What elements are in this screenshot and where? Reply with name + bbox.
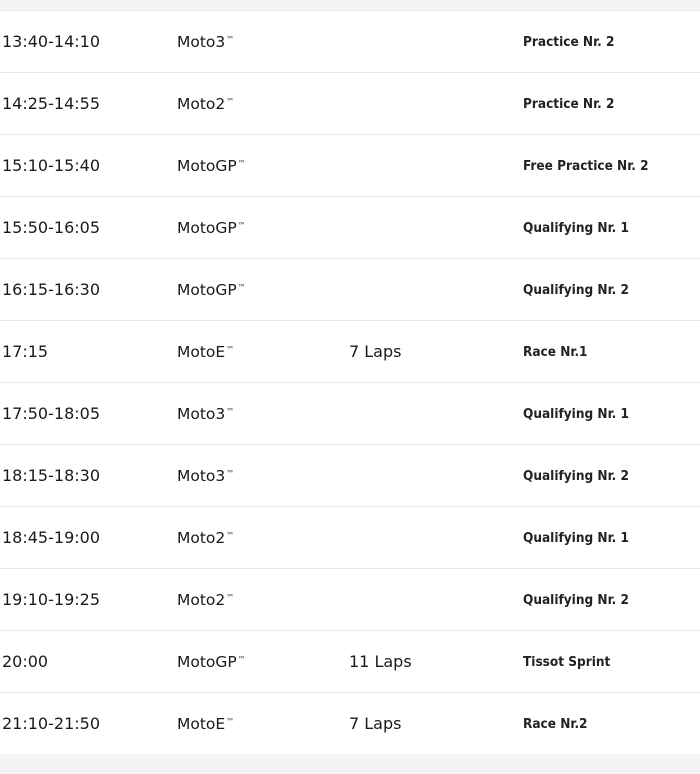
row-class: MotoGP ™ (177, 652, 246, 671)
trademark-mark: ™ (226, 717, 235, 726)
trademark-mark: ™ (226, 35, 235, 44)
row-time: 18:15-18:30 (2, 466, 100, 485)
row-session: Practice Nr. 2 (523, 95, 615, 112)
table-row (0, 445, 700, 507)
table-row (0, 507, 700, 569)
table-row (0, 383, 700, 445)
table-row (0, 259, 700, 321)
row-class: MotoE ™ (177, 714, 235, 733)
table-row (0, 569, 700, 631)
table-row (0, 197, 700, 259)
trademark-mark: ™ (226, 97, 235, 106)
row-class: Moto2 ™ (177, 528, 235, 547)
row-class: Moto2 ™ (177, 94, 235, 113)
trademark-mark: ™ (226, 593, 235, 602)
trademark-mark: ™ (226, 407, 235, 416)
row-class: Moto2 ™ (177, 590, 235, 609)
row-class: MotoE ™ (177, 342, 235, 361)
row-class: Moto3 ™ (177, 404, 235, 423)
row-session: Tissot Sprint (523, 653, 611, 670)
row-time: 19:10-19:25 (2, 590, 100, 609)
row-class: MotoGP ™ (177, 156, 246, 175)
row-session: Free Practice Nr. 2 (523, 157, 649, 174)
schedule-table (0, 10, 700, 754)
table-row (0, 11, 700, 73)
row-session: Practice Nr. 2 (523, 33, 615, 50)
row-time: 17:50-18:05 (2, 404, 100, 423)
row-session: Qualifying Nr. 2 (523, 467, 629, 484)
row-class: MotoGP ™ (177, 280, 246, 299)
row-laps: 11 Laps (349, 652, 412, 671)
row-time: 14:25-14:55 (2, 94, 100, 113)
table-row (0, 631, 700, 693)
row-session: Qualifying Nr. 1 (523, 219, 629, 236)
row-class: MotoGP ™ (177, 218, 246, 237)
row-laps: 7 Laps (349, 342, 402, 361)
row-session: Qualifying Nr. 1 (523, 405, 629, 422)
row-time: 17:15 (2, 342, 49, 361)
row-time: 20:00 (2, 652, 49, 671)
table-row (0, 73, 700, 135)
row-time: 13:40-14:10 (2, 32, 100, 51)
trademark-mark: ™ (237, 159, 246, 168)
row-time: 21:10-21:50 (2, 714, 100, 733)
trademark-mark: ™ (237, 655, 246, 664)
trademark-mark: ™ (226, 469, 235, 478)
row-session: Race Nr.1 (523, 343, 588, 360)
trademark-mark: ™ (226, 531, 235, 540)
row-time: 18:45-19:00 (2, 528, 100, 547)
row-time: 15:10-15:40 (2, 156, 100, 175)
table-row (0, 693, 700, 754)
trademark-mark: ™ (237, 221, 246, 230)
table-row (0, 135, 700, 197)
table-row (0, 321, 700, 383)
row-class: Moto3 ™ (177, 466, 235, 485)
row-session: Qualifying Nr. 2 (523, 281, 629, 298)
row-class: Moto3 ™ (177, 32, 235, 51)
trademark-mark: ™ (226, 345, 235, 354)
row-time: 15:50-16:05 (2, 218, 100, 237)
row-session: Qualifying Nr. 1 (523, 529, 629, 546)
row-time: 16:15-16:30 (2, 280, 100, 299)
row-laps: 7 Laps (349, 714, 402, 733)
row-session: Qualifying Nr. 2 (523, 591, 629, 608)
row-session: Race Nr.2 (523, 715, 588, 732)
trademark-mark: ™ (237, 283, 246, 292)
